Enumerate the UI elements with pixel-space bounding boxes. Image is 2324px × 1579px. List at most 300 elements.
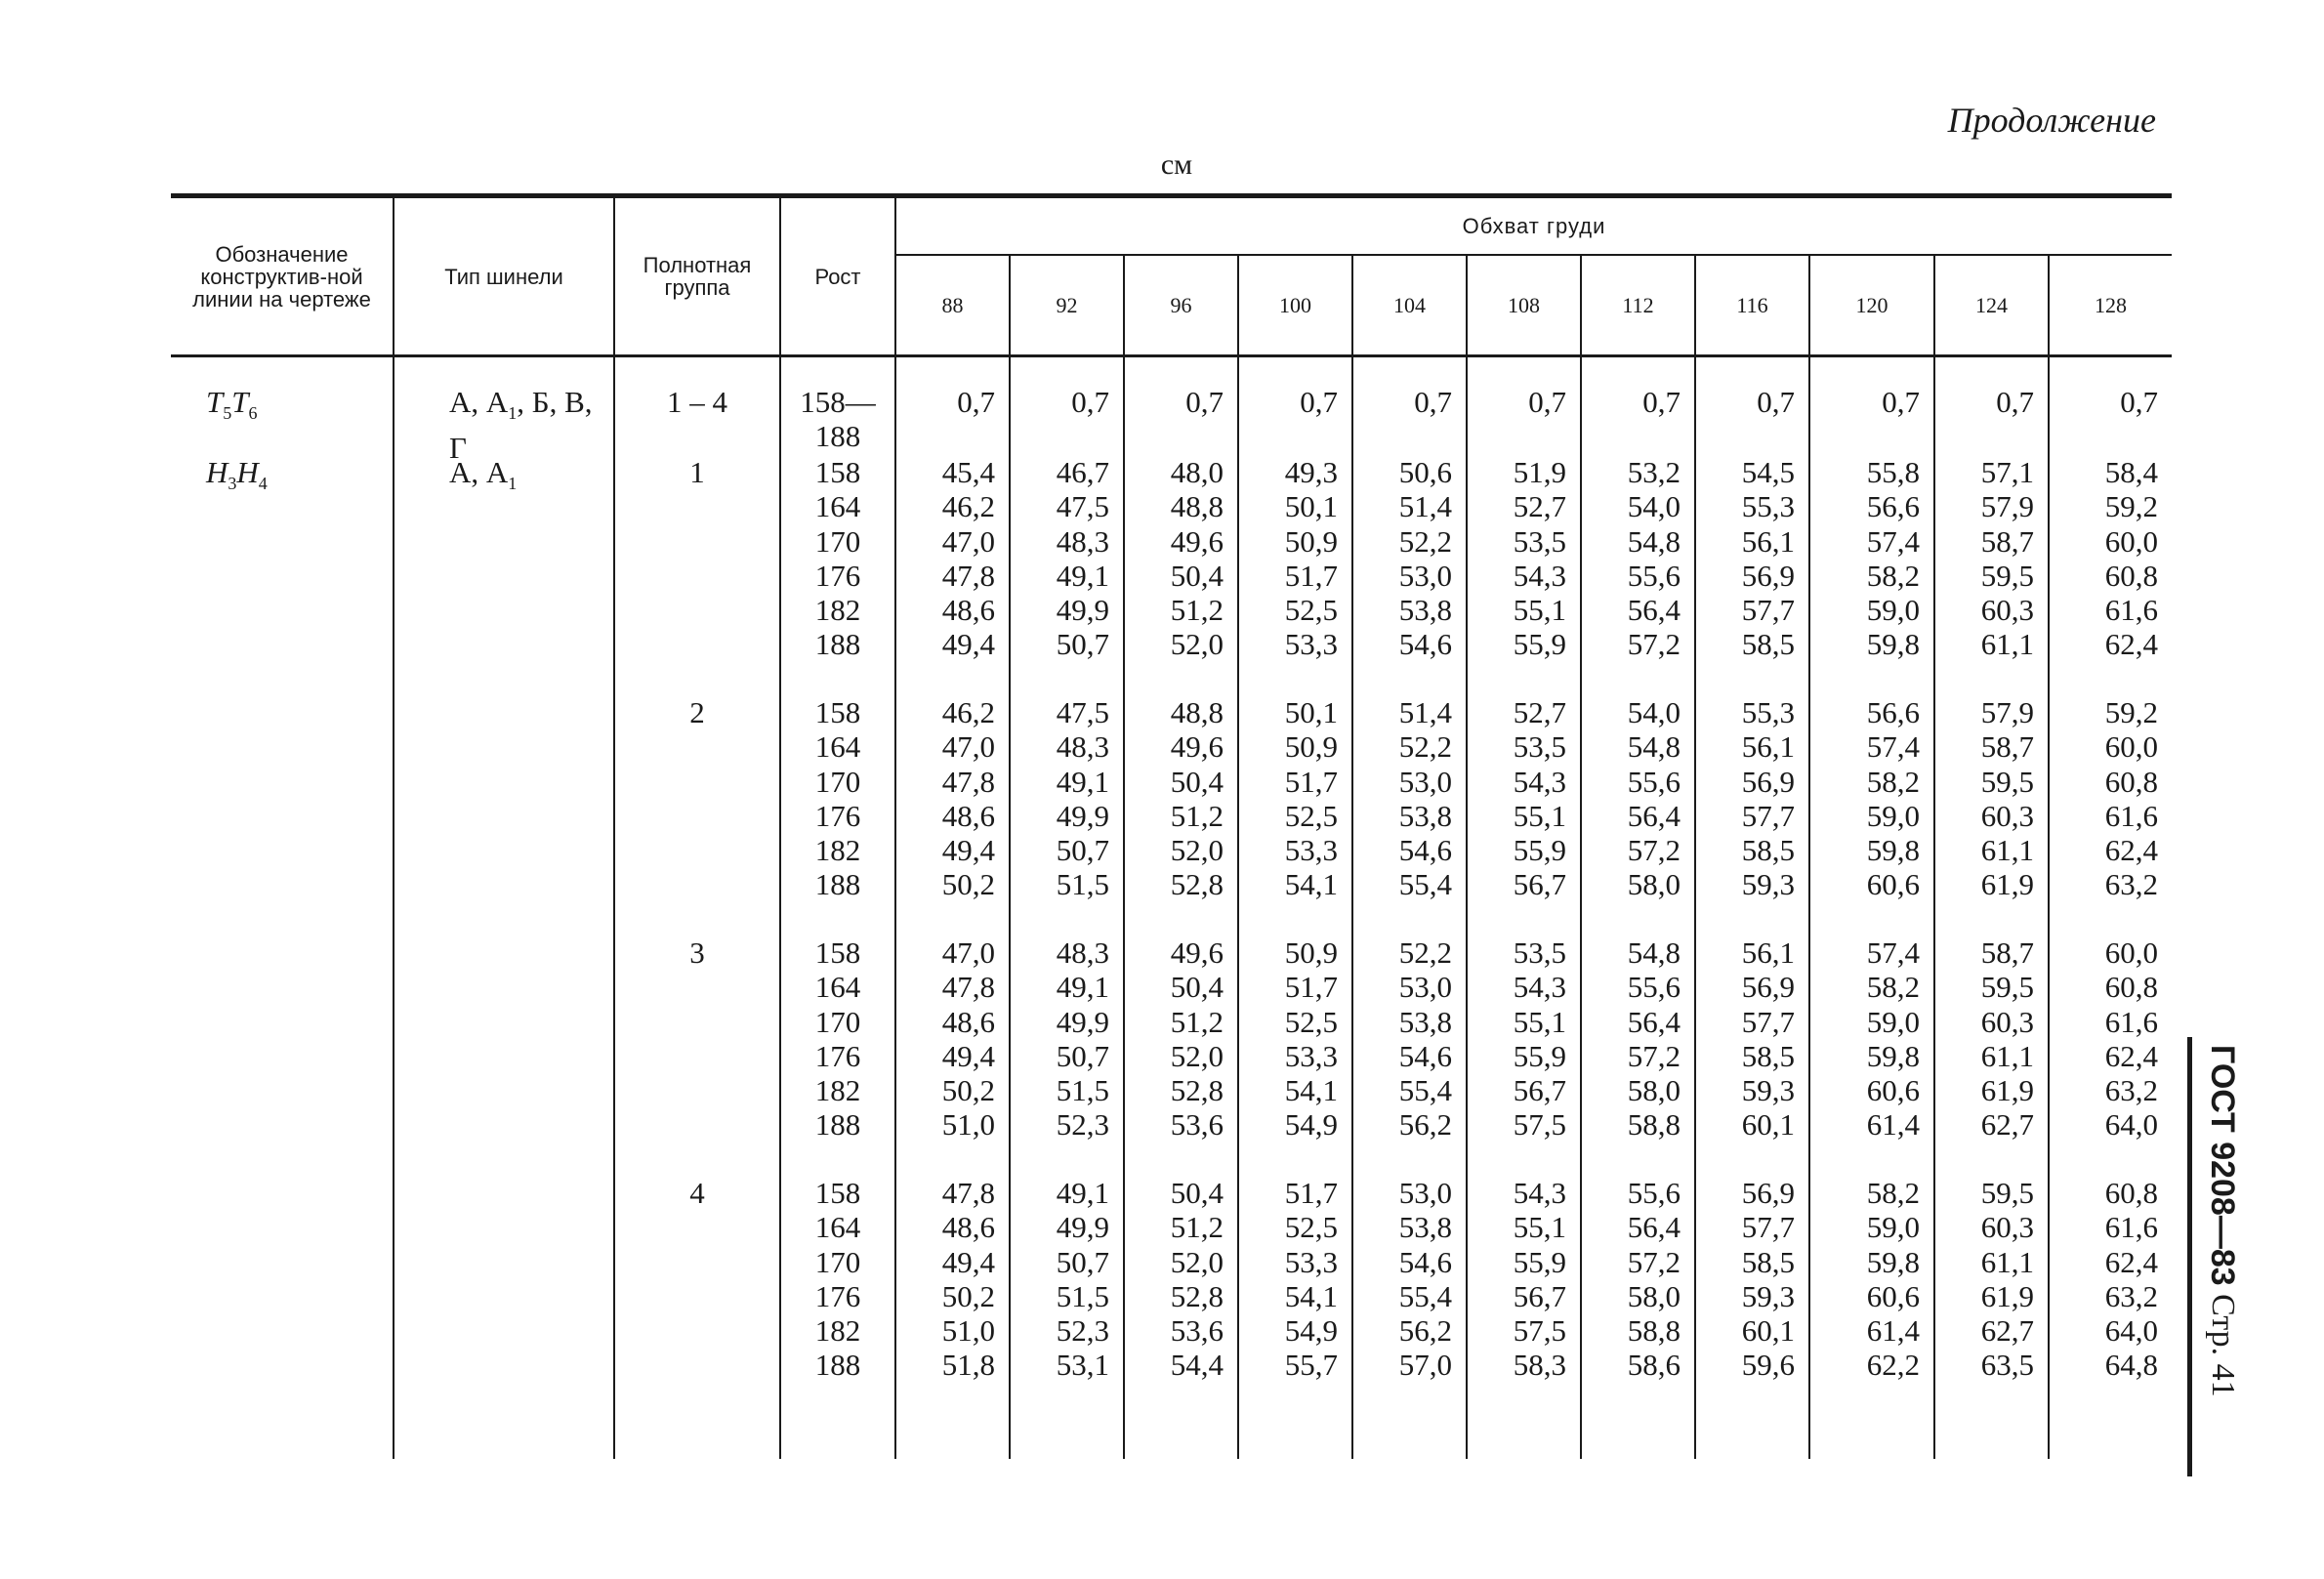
height-value: 176	[814, 558, 861, 593]
table-cell: 57,2	[1627, 627, 1681, 662]
table-cell: 58,8	[1627, 1107, 1681, 1143]
table-cell: 59,5	[1980, 558, 2034, 593]
value-block	[1011, 935, 1123, 1176]
table-cell: 54,4	[1170, 1348, 1224, 1383]
table-cell: 56,4	[1627, 798, 1681, 833]
table-cell: 51,7	[1284, 764, 1338, 799]
table-cell: 55,1	[1513, 593, 1566, 628]
table-cell: 53,5	[1513, 935, 1566, 970]
chest-value-column	[1010, 356, 1124, 1460]
table-cell: 54,5	[1741, 455, 1795, 489]
table-cell: 62,7	[1980, 1107, 2034, 1143]
table-cell: 52,8	[1170, 1278, 1224, 1313]
table-cell: 51,0	[941, 1313, 995, 1349]
table-cell: 50,6	[1398, 455, 1452, 489]
chest-size-header: 88	[895, 255, 1010, 356]
table-cell: 60,3	[1980, 1004, 2034, 1039]
value-block	[1935, 385, 2048, 455]
table-cell: 58,2	[1866, 970, 1920, 1005]
table-cell: 47,8	[941, 764, 995, 799]
table-cell: 59,8	[1866, 1038, 1920, 1073]
value-block	[1353, 695, 1466, 935]
table-cell: 48,6	[941, 1210, 995, 1245]
table-cell: 0,7	[957, 385, 995, 419]
table-cell: 55,4	[1398, 1073, 1452, 1108]
table-cell: 50,2	[941, 867, 995, 902]
table-cell: 56,4	[1627, 1004, 1681, 1039]
table-cell: 52,5	[1284, 798, 1338, 833]
table-cell: 58,4	[2104, 455, 2159, 489]
table-cell: 55,9	[1513, 833, 1566, 868]
table-cell: 62,2	[1866, 1348, 1920, 1383]
chest-value-column	[1124, 356, 1238, 1460]
table-cell: 60,6	[1866, 1278, 1920, 1313]
table-cell: 58,0	[1627, 1278, 1681, 1313]
table-cell: 50,7	[1056, 1038, 1109, 1073]
table-cell: 48,3	[1056, 729, 1109, 765]
table-cell: 46,7	[1056, 455, 1109, 489]
table-cell: 46,2	[941, 695, 995, 729]
value-block	[1125, 935, 1237, 1176]
height-value: 176	[814, 1038, 861, 1073]
chest-value-column	[1695, 356, 1809, 1460]
table-cell: 58,0	[1627, 867, 1681, 902]
table-cell: 56,7	[1513, 1073, 1566, 1108]
table-cell: 61,9	[1980, 1073, 2034, 1108]
group-label: 1 – 4	[667, 385, 727, 419]
height-value: 188	[814, 867, 861, 902]
table-cell: 0,7	[1996, 385, 2034, 419]
value-block	[1125, 695, 1237, 935]
chest-size-header: 92	[1010, 255, 1124, 356]
value-block	[1696, 935, 1808, 1176]
table-cell: 51,2	[1170, 1210, 1224, 1245]
height-value: 164	[814, 970, 861, 1005]
table-cell: 56,4	[1627, 593, 1681, 628]
table-cell: 60,8	[2104, 1176, 2159, 1210]
continuation-label: Продолжение	[1947, 101, 2156, 140]
table-cell: 55,3	[1741, 695, 1795, 729]
table-cell: 0,7	[1300, 385, 1338, 419]
value-block	[1239, 1176, 1351, 1416]
col-height-header: Рост	[780, 196, 895, 356]
table-cell: 64,0	[2104, 1313, 2159, 1349]
chest-size-header: 112	[1581, 255, 1695, 356]
table-cell: 53,8	[1398, 798, 1452, 833]
coat-types: А, $А_1$	[449, 455, 518, 494]
table-cell: 51,2	[1170, 798, 1224, 833]
value-block	[2050, 1176, 2172, 1416]
height-value: 182	[814, 1073, 861, 1108]
height-value: 164	[814, 489, 861, 524]
table-cell: 53,1	[1056, 1348, 1109, 1383]
table-cell: 51,8	[941, 1348, 995, 1383]
table-cell: 58,0	[1627, 1073, 1681, 1108]
value-block	[1935, 935, 2048, 1176]
table-cell: 55,1	[1513, 1210, 1566, 1245]
table-cell: 55,8	[1866, 455, 1920, 489]
table-cell: 56,2	[1398, 1107, 1452, 1143]
height-value: 170	[814, 523, 861, 559]
table-cell: 55,6	[1627, 764, 1681, 799]
table-cell: 51,5	[1056, 1073, 1109, 1108]
table-cell: 58,3	[1513, 1348, 1566, 1383]
height-block	[781, 695, 894, 935]
value-block	[1582, 455, 1694, 695]
table-cell: 57,2	[1627, 1038, 1681, 1073]
value-block	[1125, 455, 1237, 695]
value-block	[1353, 385, 1466, 455]
table-cell: 61,1	[1980, 1038, 2034, 1073]
table-cell: 54,8	[1627, 523, 1681, 559]
table-cell: 57,2	[1627, 833, 1681, 868]
page-number: Стр. 41	[2205, 1294, 2241, 1397]
table-cell: 47,8	[941, 558, 995, 593]
table-cell: 60,1	[1741, 1313, 1795, 1349]
line-column	[171, 356, 394, 1460]
value-block	[1353, 935, 1466, 1176]
table-cell: 49,6	[1170, 935, 1224, 970]
table-cell: 49,1	[1056, 558, 1109, 593]
table-cell: 53,2	[1627, 455, 1681, 489]
table-cell: 56,1	[1741, 935, 1795, 970]
table-cell: 57,9	[1980, 489, 2034, 524]
group-label: 3	[689, 935, 705, 970]
table-cell: 55,4	[1398, 1278, 1452, 1313]
height-value: 164	[814, 1210, 861, 1245]
value-block	[1011, 1176, 1123, 1416]
table-cell: 48,6	[941, 1004, 995, 1039]
table-cell: 54,8	[1627, 935, 1681, 970]
table-cell: 62,7	[1980, 1313, 2034, 1349]
table-cell: 48,3	[1056, 935, 1109, 970]
table-cell: 57,7	[1741, 798, 1795, 833]
table-cell: 54,9	[1284, 1107, 1338, 1143]
table-cell: 52,0	[1170, 627, 1224, 662]
table-cell: 62,4	[2104, 833, 2159, 868]
table-cell: 56,6	[1866, 695, 1920, 729]
height-block	[781, 455, 894, 695]
table-body-row	[171, 356, 2172, 1460]
table-cell: 51,2	[1170, 1004, 1224, 1039]
line-designation: $H_3H_4$	[206, 455, 268, 494]
table-cell: 56,1	[1741, 729, 1795, 765]
table-cell: 53,0	[1398, 970, 1452, 1005]
table-cell: 54,8	[1627, 729, 1681, 765]
value-block	[896, 935, 1009, 1176]
value-block	[1011, 695, 1123, 935]
table-cell: 53,6	[1170, 1107, 1224, 1143]
table-cell: 53,5	[1513, 523, 1566, 559]
table-cell: 59,8	[1866, 1244, 1920, 1279]
table-cell: 59,0	[1866, 1004, 1920, 1039]
table-cell: 0,7	[1642, 385, 1681, 419]
table-cell: 56,6	[1866, 489, 1920, 524]
table-cell: 58,7	[1980, 523, 2034, 559]
height-value: 188	[814, 1107, 861, 1143]
chest-value-column	[2049, 356, 2172, 1460]
chest-value-column	[1352, 356, 1467, 1460]
table-cell: 63,2	[2104, 1073, 2159, 1108]
height-value: 188	[814, 627, 861, 662]
table-cell: 51,7	[1284, 970, 1338, 1005]
table-cell: 64,0	[2104, 1107, 2159, 1143]
table-cell: 52,8	[1170, 1073, 1224, 1108]
value-block	[1239, 385, 1351, 455]
table-cell: 0,7	[2120, 385, 2159, 419]
chest-value-column	[895, 356, 1010, 1460]
value-block	[1810, 1176, 1933, 1416]
table-cell: 52,3	[1056, 1107, 1109, 1143]
table-cell: 51,7	[1284, 1176, 1338, 1210]
table-cell: 52,2	[1398, 935, 1452, 970]
height-value: 176	[814, 798, 861, 833]
table-cell: 57,1	[1980, 455, 2034, 489]
table-cell: 55,6	[1627, 1176, 1681, 1210]
table-cell: 56,9	[1741, 764, 1795, 799]
coat-types: А, $А_1$, Б, В, Г	[449, 385, 593, 466]
table-cell: 50,1	[1284, 489, 1338, 524]
group-block	[615, 455, 779, 695]
table-cell: 49,4	[941, 1038, 995, 1073]
table-cell: 53,0	[1398, 1176, 1452, 1210]
value-block	[896, 1176, 1009, 1416]
table-cell: 58,5	[1741, 833, 1795, 868]
group-label: 2	[689, 695, 705, 729]
table-cell: 54,1	[1284, 1278, 1338, 1313]
table-cell: 55,3	[1741, 489, 1795, 524]
table-cell: 59,3	[1741, 1278, 1795, 1313]
table-cell: 52,2	[1398, 729, 1452, 765]
value-block	[1810, 935, 1933, 1176]
value-block	[1582, 385, 1694, 455]
value-block	[2050, 935, 2172, 1176]
table-cell: 49,9	[1056, 1004, 1109, 1039]
value-block	[1239, 455, 1351, 695]
table-cell: 60,3	[1980, 593, 2034, 628]
table-cell: 62,4	[2104, 627, 2159, 662]
table-cell: 56,2	[1398, 1313, 1452, 1349]
table-cell: 50,7	[1056, 833, 1109, 868]
table-cell: 60,0	[2104, 523, 2159, 559]
table-cell: 56,7	[1513, 1278, 1566, 1313]
table-cell: 50,7	[1056, 627, 1109, 662]
type-column	[394, 356, 614, 1460]
table-cell: 59,6	[1741, 1348, 1795, 1383]
table-cell: 58,5	[1741, 1244, 1795, 1279]
chest-size-header: 124	[1934, 255, 2049, 356]
table-cell: 57,2	[1627, 1244, 1681, 1279]
table-cell: 55,6	[1627, 970, 1681, 1005]
table-cell: 49,4	[941, 833, 995, 868]
line-block	[171, 385, 393, 455]
value-block	[1125, 385, 1237, 455]
value-block	[1468, 455, 1580, 695]
table-cell: 52,5	[1284, 1210, 1338, 1245]
table-cell: 57,7	[1741, 1210, 1795, 1245]
table-cell: 59,0	[1866, 593, 1920, 628]
table-cell: 53,3	[1284, 1244, 1338, 1279]
table-cell: 55,9	[1513, 627, 1566, 662]
height-value: 182	[814, 833, 861, 868]
chest-value-column	[1467, 356, 1581, 1460]
table-cell: 49,1	[1056, 1176, 1109, 1210]
table-cell: 54,9	[1284, 1313, 1338, 1349]
table-cell: 51,4	[1398, 489, 1452, 524]
table-cell: 49,9	[1056, 1210, 1109, 1245]
table-cell: 59,0	[1866, 798, 1920, 833]
table-cell: 59,3	[1741, 1073, 1795, 1108]
table-cell: 52,7	[1513, 489, 1566, 524]
value-block	[1582, 695, 1694, 935]
table-cell: 60,8	[2104, 764, 2159, 799]
table-cell: 58,2	[1866, 764, 1920, 799]
table-cell: 61,4	[1866, 1107, 1920, 1143]
table-cell: 53,0	[1398, 764, 1452, 799]
table-cell: 51,0	[941, 1107, 995, 1143]
group-label: 1	[689, 455, 705, 489]
group-block	[615, 1176, 779, 1416]
table-cell: 47,8	[941, 1176, 995, 1210]
table-cell: 0,7	[1757, 385, 1795, 419]
table-cell: 58,7	[1980, 729, 2034, 765]
height-value: 158	[814, 935, 861, 970]
page-stamp	[2203, 1045, 2241, 1397]
height-value: 170	[814, 1004, 861, 1039]
value-block	[1696, 1176, 1808, 1416]
table-cell: 61,1	[1980, 833, 2034, 868]
table-cell: 59,5	[1980, 970, 2034, 1005]
table-cell: 59,2	[2104, 695, 2159, 729]
table-cell: 63,2	[2104, 1278, 2159, 1313]
table-cell: 58,8	[1627, 1313, 1681, 1349]
table-cell: 54,6	[1398, 1038, 1452, 1073]
value-block	[1011, 385, 1123, 455]
table-cell: 50,9	[1284, 935, 1338, 970]
table-cell: 61,6	[2104, 798, 2159, 833]
table-cell: 51,9	[1513, 455, 1566, 489]
table-cell: 58,7	[1980, 935, 2034, 970]
table-cell: 57,4	[1866, 523, 1920, 559]
table-cell: 49,1	[1056, 764, 1109, 799]
table-cell: 57,4	[1866, 935, 1920, 970]
value-block	[2050, 455, 2172, 695]
value-block	[1239, 935, 1351, 1176]
type-block	[394, 385, 613, 466]
value-block	[1468, 385, 1580, 455]
table-cell: 61,4	[1866, 1313, 1920, 1349]
table-cell: 48,8	[1170, 695, 1224, 729]
table-cell: 56,4	[1627, 1210, 1681, 1245]
height-value: 170	[814, 1244, 861, 1279]
table-cell: 55,6	[1627, 558, 1681, 593]
table-cell: 55,4	[1398, 867, 1452, 902]
table-cell: 60,8	[2104, 970, 2159, 1005]
table-cell: 60,3	[1980, 1210, 2034, 1245]
table-cell: 49,6	[1170, 729, 1224, 765]
table-cell: 50,7	[1056, 1244, 1109, 1279]
table-cell: 60,0	[2104, 935, 2159, 970]
table-cell: 57,9	[1980, 695, 2034, 729]
height-value: 164	[814, 729, 861, 765]
table-cell: 49,9	[1056, 798, 1109, 833]
height-value: 182	[814, 1313, 861, 1349]
table-cell: 48,6	[941, 593, 995, 628]
table-cell: 49,3	[1284, 455, 1338, 489]
value-block	[1011, 455, 1123, 695]
table-cell: 53,5	[1513, 729, 1566, 765]
table-cell: 49,1	[1056, 970, 1109, 1005]
value-block	[1696, 385, 1808, 455]
col-fullness-group-header: Полнотная группа	[614, 196, 780, 356]
table-cell: 53,3	[1284, 833, 1338, 868]
chest-value-column	[1238, 356, 1352, 1460]
chest-size-header: 96	[1124, 255, 1238, 356]
table-cell: 58,5	[1741, 1038, 1795, 1073]
group-column	[614, 356, 780, 1460]
height-value: 158	[814, 695, 861, 729]
table-cell: 56,7	[1513, 867, 1566, 902]
chest-value-column	[1581, 356, 1695, 1460]
value-block	[1582, 1176, 1694, 1416]
table-cell: 58,2	[1866, 558, 1920, 593]
value-block	[2050, 695, 2172, 935]
table-cell: 48,0	[1170, 455, 1224, 489]
chest-value-column	[1934, 356, 2049, 1460]
table-cell: 60,6	[1866, 867, 1920, 902]
table-cell: 48,3	[1056, 523, 1109, 559]
table-cell: 52,0	[1170, 1038, 1224, 1073]
table-cell: 52,0	[1170, 833, 1224, 868]
table-cell: 45,4	[941, 455, 995, 489]
value-block	[1353, 455, 1466, 695]
table-cell: 61,6	[2104, 593, 2159, 628]
table-cell: 47,5	[1056, 695, 1109, 729]
table-cell: 60,8	[2104, 558, 2159, 593]
col-designation-header: Обозначение конструктив-ной линии на чертеже	[171, 196, 394, 356]
table-cell: 51,5	[1056, 867, 1109, 902]
table-cell: 47,8	[941, 970, 995, 1005]
value-block	[896, 455, 1009, 695]
table-cell: 63,2	[2104, 867, 2159, 902]
table-cell: 53,8	[1398, 1004, 1452, 1039]
table-cell: 54,3	[1513, 764, 1566, 799]
table-cell: 54,3	[1513, 1176, 1566, 1210]
height-value: 158	[814, 455, 861, 489]
table-cell: 55,9	[1513, 1038, 1566, 1073]
group-label: 4	[689, 1176, 705, 1210]
table-cell: 54,6	[1398, 627, 1452, 662]
value-block	[1468, 935, 1580, 1176]
table-cell: 51,5	[1056, 1278, 1109, 1313]
table-cell: 53,8	[1398, 593, 1452, 628]
table-cell: 61,6	[2104, 1004, 2159, 1039]
height-value: 188	[814, 1348, 861, 1383]
table-cell: 50,4	[1170, 970, 1224, 1005]
table-cell: 52,5	[1284, 1004, 1338, 1039]
table-cell: 0,7	[1185, 385, 1224, 419]
value-block	[1696, 455, 1808, 695]
table-cell: 58,6	[1627, 1348, 1681, 1383]
chest-size-header: 116	[1695, 255, 1809, 356]
table-cell: 52,8	[1170, 867, 1224, 902]
table-cell: 62,4	[2104, 1038, 2159, 1073]
table-cell: 54,0	[1627, 695, 1681, 729]
table-cell: 54,3	[1513, 970, 1566, 1005]
table-cell: 51,2	[1170, 593, 1224, 628]
table-cell: 55,9	[1513, 1244, 1566, 1279]
line-designation: $T_5T_6$	[206, 385, 258, 424]
